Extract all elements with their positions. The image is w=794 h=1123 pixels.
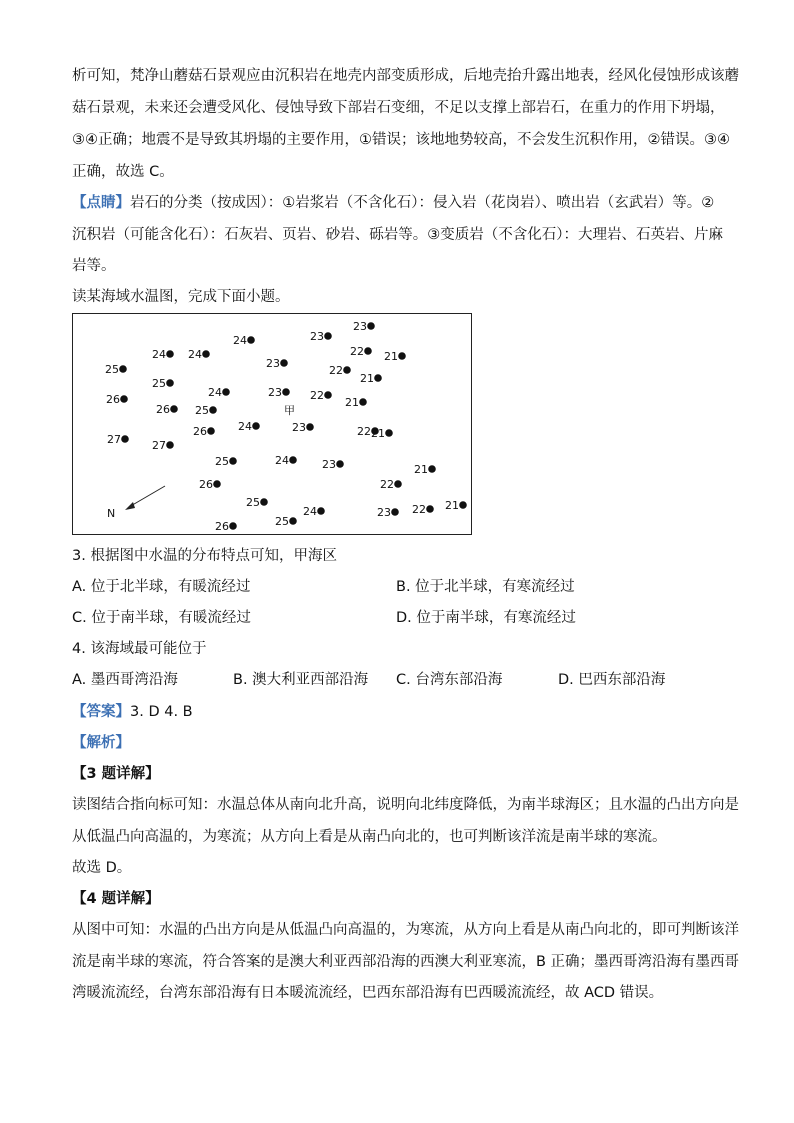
temperature-label: 25 bbox=[246, 496, 260, 509]
temperature-label: 27 bbox=[107, 433, 121, 446]
temperature-label: 22 bbox=[357, 425, 371, 438]
temperature-point bbox=[317, 507, 325, 515]
temperature-label: 23 bbox=[310, 330, 324, 343]
temperature-point bbox=[374, 374, 382, 382]
temperature-label: 25 bbox=[275, 515, 289, 528]
temperature-label: 27 bbox=[152, 439, 166, 452]
temperature-point bbox=[367, 322, 375, 330]
q3-detail-tag: 【3 题详解】 bbox=[72, 766, 160, 782]
temperature-label: 24 bbox=[238, 420, 252, 433]
paragraph-line: ③④正确；地震不是导致其坍塌的主要作用，①错误；该地地势较高，不会发生沉积作用，②错误。③④ bbox=[72, 132, 730, 148]
temperature-label: 23 bbox=[377, 506, 391, 519]
question-4-stem: 4. 该海域最可能位于 bbox=[72, 641, 207, 657]
temperature-label: 25 bbox=[105, 363, 119, 376]
temperature-point bbox=[459, 501, 467, 509]
paragraph-line: 正确，故选 C。 bbox=[72, 164, 174, 180]
temperature-label: 21 bbox=[345, 396, 359, 409]
north-arrow-head bbox=[125, 502, 135, 510]
temperature-point bbox=[428, 465, 436, 473]
q4-option-a: A. 墨西哥湾沿海 bbox=[72, 672, 178, 688]
paragraph-line: 菇石景观，未来还会遭受风化、侵蚀导致下部岩石变细，不足以支撑上部岩石，在重力的作用下坍塌， bbox=[72, 100, 725, 116]
temperature-point bbox=[426, 505, 434, 513]
temperature-point bbox=[170, 405, 178, 413]
temperature-point bbox=[166, 441, 174, 449]
temperature-point bbox=[260, 498, 268, 506]
q3-detail-line: 从低温凸向高温的，为寒流；从方向上看是从南凸向北的，也可判断该洋流是南半球的寒流。 bbox=[72, 829, 667, 845]
q3-detail-line: 读图结合指向标可知：水温总体从南向北升高，说明向北纬度降低，为南半球海区；且水温的凸出方向是 bbox=[72, 797, 739, 813]
temperature-label: 25 bbox=[152, 377, 166, 390]
temperature-point bbox=[119, 365, 127, 373]
water-temperature-map bbox=[72, 313, 472, 535]
temperature-label: 21 bbox=[384, 350, 398, 363]
q3-option-d: D. 位于南半球，有寒流经过 bbox=[396, 610, 576, 626]
temperature-point bbox=[280, 359, 288, 367]
temperature-label: 24 bbox=[152, 348, 166, 361]
temperature-label: 24 bbox=[275, 454, 289, 467]
tip-text: 岩石的分类（按成因）：①岩浆岩（不含化石）：侵入岩（花岗岩）、喷出岩（玄武岩）等。② bbox=[130, 195, 715, 211]
q4-option-c: C. 台湾东部沿海 bbox=[396, 672, 503, 688]
temperature-point bbox=[247, 336, 255, 344]
temperature-label: 26 bbox=[193, 425, 207, 438]
temperature-point bbox=[364, 347, 372, 355]
temperature-label: 21 bbox=[360, 372, 374, 385]
paragraph-line: 岩等。 bbox=[72, 258, 116, 274]
temperature-label: 22 bbox=[412, 503, 426, 516]
north-arrow-shaft bbox=[129, 486, 165, 507]
temperature-label: 23 bbox=[353, 320, 367, 333]
q4-option-b: B. 澳大利亚西部沿海 bbox=[233, 672, 369, 688]
temperature-label: 25 bbox=[195, 404, 209, 417]
q3-option-c: C. 位于南半球，有暖流经过 bbox=[72, 610, 251, 626]
tip-tag: 【点睛】 bbox=[72, 195, 130, 211]
temperature-point bbox=[202, 350, 210, 358]
temperature-point bbox=[324, 332, 332, 340]
q4-option-d: D. 巴西东部沿海 bbox=[558, 672, 666, 688]
temperature-point bbox=[391, 508, 399, 516]
temperature-point bbox=[209, 406, 217, 414]
place-label-jia: 甲 bbox=[284, 404, 295, 417]
temperature-point bbox=[289, 517, 297, 525]
q3-option-a: A. 位于北半球，有暖流经过 bbox=[72, 579, 251, 595]
temperature-point bbox=[343, 366, 351, 374]
temperature-label: 26 bbox=[156, 403, 170, 416]
temperature-label: 24 bbox=[233, 334, 247, 347]
temperature-label: 22 bbox=[380, 478, 394, 491]
temperature-point bbox=[252, 422, 260, 430]
temperature-label: 23 bbox=[292, 421, 306, 434]
temperature-label: 23 bbox=[322, 458, 336, 471]
q4-detail-line: 流是南半球的寒流，符合答案的是澳大利亚西部沿海的西澳大利亚寒流，B 正确；墨西哥湾沿海有墨西哥 bbox=[72, 954, 740, 970]
temperature-label: 24 bbox=[188, 348, 202, 361]
answer-line bbox=[72, 702, 193, 722]
temperature-label: 21 bbox=[371, 427, 385, 440]
temperature-point bbox=[166, 350, 174, 358]
temperature-point bbox=[398, 352, 406, 360]
temperature-point bbox=[359, 398, 367, 406]
q4-detail-line: 湾暖流流经，台湾东部沿海有日本暖流流经，巴西东部沿海有巴西暖流流经，故 ACD 错误。 bbox=[72, 985, 664, 1001]
q4-detail-line: 从图中可知：水温的凸出方向是从低温凸向高温的，为寒流，从方向上看是从南凸向北的，即可判断该洋 bbox=[72, 922, 739, 938]
temperature-point bbox=[336, 460, 344, 468]
map-canvas bbox=[73, 314, 473, 536]
temperature-label: 25 bbox=[215, 455, 229, 468]
question-3-stem: 3. 根据图中水温的分布特点可知，甲海区 bbox=[72, 548, 337, 564]
temperature-label: 22 bbox=[329, 364, 343, 377]
temperature-point bbox=[166, 379, 174, 387]
temperature-label: 24 bbox=[303, 505, 317, 518]
temperature-label: 21 bbox=[445, 499, 459, 512]
answer-tag: 【答案】 bbox=[72, 704, 130, 720]
temperature-label: 22 bbox=[350, 345, 364, 358]
temperature-point bbox=[289, 456, 297, 464]
answer-text: 3. D 4. B bbox=[130, 704, 193, 720]
north-label: N bbox=[107, 507, 116, 520]
q4-detail-tag: 【4 题详解】 bbox=[72, 891, 160, 907]
temperature-point bbox=[121, 435, 129, 443]
tip-paragraph bbox=[72, 193, 714, 213]
temperature-point bbox=[207, 427, 215, 435]
q3-option-b: B. 位于北半球，有寒流经过 bbox=[396, 579, 575, 595]
temperature-label: 24 bbox=[208, 386, 222, 399]
temperature-point bbox=[222, 388, 230, 396]
paragraph-line: 读某海域水温图，完成下面小题。 bbox=[72, 289, 290, 305]
temperature-point bbox=[120, 395, 128, 403]
temperature-point bbox=[394, 480, 402, 488]
temperature-point bbox=[229, 522, 237, 530]
temperature-label: 26 bbox=[215, 520, 229, 533]
temperature-label: 23 bbox=[266, 357, 280, 370]
temperature-point bbox=[213, 480, 221, 488]
temperature-label: 21 bbox=[414, 463, 428, 476]
paragraph-line: 沉积岩（可能含化石）：石灰岩、页岩、砂岩、砾岩等。③变质岩（不含化石）：大理岩、石英岩、片麻 bbox=[72, 227, 723, 243]
temperature-point bbox=[385, 429, 393, 437]
temperature-label: 23 bbox=[268, 386, 282, 399]
paragraph-line: 析可知，梵净山蘑菇石景观应由沉积岩在地壳内部变质形成，后地壳抬升露出地表，经风化侵蚀形成该蘑 bbox=[72, 68, 739, 84]
temperature-point bbox=[282, 388, 290, 396]
temperature-label: 26 bbox=[106, 393, 120, 406]
temperature-label: 26 bbox=[199, 478, 213, 491]
q3-detail-line: 故选 D。 bbox=[72, 860, 132, 876]
temperature-point bbox=[229, 457, 237, 465]
analysis-tag: 【解析】 bbox=[72, 735, 130, 751]
temperature-label: 22 bbox=[310, 389, 324, 402]
temperature-point bbox=[306, 423, 314, 431]
temperature-point bbox=[324, 391, 332, 399]
